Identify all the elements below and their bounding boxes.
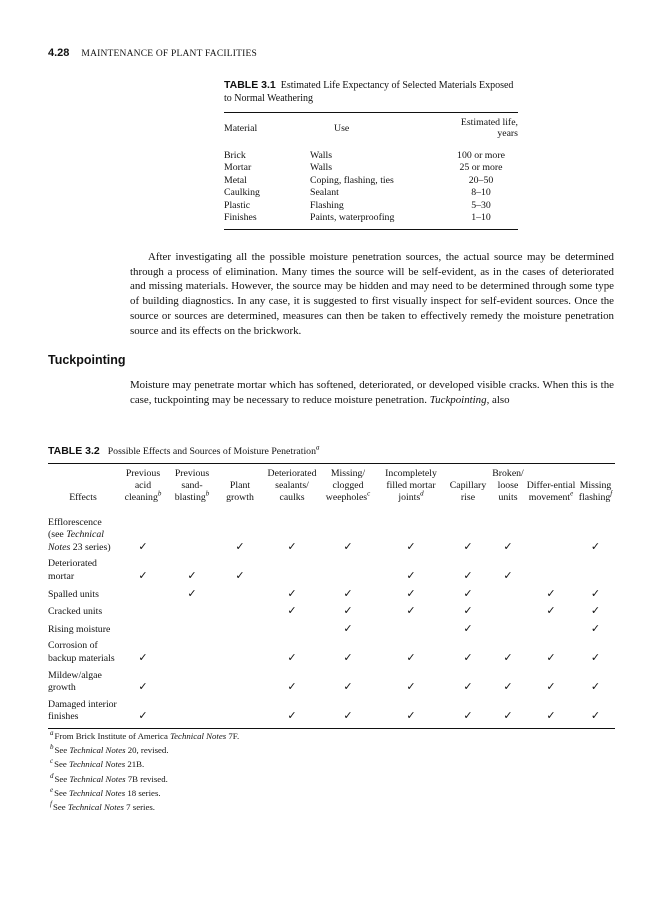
check-mark-icon: ✓ — [463, 709, 473, 723]
table-cell — [168, 623, 216, 641]
table-cell — [490, 605, 526, 623]
table-cell — [576, 588, 615, 606]
check-mark-icon: ✓ — [463, 539, 473, 553]
column-header-text: Broken/ loose units — [492, 468, 524, 504]
effect-label: Corrosion of backup materials — [48, 640, 115, 664]
check-mark-icon: ✓ — [463, 621, 473, 635]
table-cell — [320, 605, 376, 623]
footnote-mark: d — [420, 490, 424, 499]
check-mark-icon: ✓ — [503, 539, 513, 553]
table-cell — [320, 558, 376, 587]
footnote-mark: b — [50, 743, 54, 752]
table-cell — [376, 699, 446, 728]
table-cell: 8–10 — [471, 187, 491, 199]
table-cell — [526, 509, 576, 559]
table-cell — [118, 623, 168, 641]
footnote-text: 7 series. — [123, 802, 156, 813]
table-row — [48, 605, 615, 623]
table-cell: 100 or more — [457, 150, 505, 161]
table-cell — [576, 509, 615, 559]
table-cell — [526, 640, 576, 669]
footnote-text: See — [54, 773, 70, 784]
effect-label: Mildew/algae growth — [48, 669, 102, 694]
table-cell — [376, 623, 446, 641]
check-mark-icon: ✓ — [343, 604, 353, 618]
footnote-mark: d — [50, 771, 54, 780]
table-cell — [576, 558, 615, 587]
table-cell — [576, 640, 615, 669]
table-cell: Mortar — [224, 162, 252, 174]
check-mark-icon: ✓ — [287, 650, 297, 664]
column-header: Material — [224, 122, 258, 134]
table-cell: Walls — [310, 162, 333, 174]
table-cell — [216, 670, 264, 699]
column-header-text: Missing/ clogged weepholes — [325, 468, 368, 504]
table-cell — [320, 623, 376, 641]
column-header-text: Deteriorated sealants/ caulks — [267, 468, 317, 504]
table-cell — [376, 640, 446, 669]
table-cell — [168, 605, 216, 623]
table-header-row — [48, 464, 615, 509]
check-mark-icon: ✓ — [590, 604, 601, 618]
column-header — [118, 464, 168, 509]
section-heading: Tuckpointing — [48, 353, 126, 367]
footnote-text: See — [54, 745, 70, 756]
check-mark-icon: ✓ — [343, 621, 353, 635]
footnote-mark: f — [610, 490, 613, 499]
table-cell — [446, 605, 490, 623]
column-header: Use — [334, 122, 350, 134]
column-header-text: Plant growth — [226, 480, 254, 504]
check-mark-icon: ✓ — [463, 604, 473, 618]
footnote-reference: Technical Notes — [69, 745, 126, 756]
defined-term: Tuckpointing, — [429, 393, 490, 406]
check-mark-icon: ✓ — [343, 586, 353, 600]
column-header: Estimated life, years — [460, 117, 518, 139]
table-cell — [376, 558, 446, 587]
table-label: TABLE 3.1 — [224, 79, 276, 91]
check-mark-icon: ✓ — [187, 586, 197, 600]
check-mark-icon: ✓ — [546, 650, 556, 664]
table-cell — [320, 670, 376, 699]
column-header — [490, 464, 526, 509]
table-3-1 — [224, 112, 518, 230]
check-mark-icon: ✓ — [406, 568, 416, 582]
table-cell — [118, 605, 168, 623]
table-3-1-caption — [224, 79, 518, 105]
table-cell — [216, 509, 264, 559]
table-row — [48, 640, 615, 669]
table-cell — [320, 588, 376, 606]
table-cell — [446, 588, 490, 606]
check-mark-icon: ✓ — [343, 709, 353, 723]
table-header-row — [224, 113, 518, 144]
table-cell — [216, 588, 264, 606]
column-header — [48, 464, 118, 509]
table-3-2-caption — [48, 445, 319, 457]
table-cell — [168, 558, 216, 587]
table-cell — [526, 558, 576, 587]
check-mark-icon: ✓ — [590, 621, 601, 635]
check-mark-icon: ✓ — [503, 709, 513, 723]
footnote-mark: e — [50, 785, 54, 794]
table-cell — [264, 623, 320, 641]
footnote — [50, 729, 239, 743]
footnote-text: From Brick Institute of America — [54, 731, 171, 741]
table-row — [224, 162, 518, 174]
table-cell — [376, 509, 446, 559]
table-cell — [168, 588, 216, 606]
table-row — [48, 699, 615, 728]
table-cell — [264, 640, 320, 669]
check-mark-icon: ✓ — [138, 650, 148, 664]
table-cell — [576, 670, 615, 699]
footnote-text: 20, revised. — [125, 745, 169, 756]
effect-label: Spalled units — [48, 588, 99, 600]
footnote-mark: c — [50, 757, 54, 766]
table-cell — [168, 640, 216, 669]
column-header-text: Previous sand-blasting — [174, 468, 210, 504]
footnote-text: See — [54, 787, 70, 798]
footnote-mark: a — [50, 729, 54, 738]
table-cell — [446, 623, 490, 641]
table-cell — [118, 558, 168, 587]
table-cell — [526, 623, 576, 641]
table-cell — [118, 699, 168, 728]
table-footnotes — [50, 729, 239, 814]
column-header — [216, 464, 264, 509]
footnote — [50, 743, 239, 757]
footnote — [50, 772, 239, 786]
footnote-text: 18 series. — [125, 787, 161, 798]
check-mark-icon: ✓ — [406, 586, 416, 600]
footnote-reference: Technical Notes — [170, 731, 227, 741]
check-mark-icon: ✓ — [546, 680, 556, 694]
check-mark-icon: ✓ — [463, 586, 473, 600]
table-cell: Coping, flashing, ties — [310, 174, 394, 186]
check-mark-icon: ✓ — [406, 604, 416, 618]
check-mark-icon: ✓ — [463, 568, 473, 582]
table-cell: Walls — [310, 150, 333, 161]
footnote-text: See — [54, 759, 70, 770]
effect-label: Efflorescence (see Technical Notes 23 series) — [48, 516, 111, 553]
column-header — [168, 464, 216, 509]
column-header-text: Previous acid cleaning — [124, 468, 161, 504]
table-cell: Brick — [224, 150, 246, 161]
table-cell: Caulking — [224, 187, 260, 199]
table-row — [224, 212, 518, 229]
effect-label: Cracked units — [48, 606, 103, 618]
table-row — [48, 588, 615, 606]
table-cell — [490, 670, 526, 699]
check-mark-icon: ✓ — [590, 709, 601, 723]
paragraph-text: also — [489, 393, 510, 406]
table-cell: Paints, waterproofing — [310, 212, 395, 224]
effect-label: Deteriorated mortar — [48, 558, 97, 582]
table-cell — [446, 509, 490, 559]
column-header-text: Differ-ential movement — [526, 480, 576, 504]
column-header-text: Missing flashing — [578, 480, 612, 504]
table-cell: 1–10 — [471, 212, 491, 224]
footnote — [50, 757, 239, 771]
table-cell — [216, 640, 264, 669]
check-mark-icon: ✓ — [287, 680, 297, 694]
footnote-text: 7F. — [226, 731, 240, 741]
check-mark-icon: ✓ — [590, 680, 601, 694]
table-cell: Flashing — [310, 199, 344, 211]
check-mark-icon: ✓ — [343, 539, 353, 553]
check-mark-icon: ✓ — [590, 539, 601, 553]
table-cell — [118, 640, 168, 669]
check-mark-icon: ✓ — [503, 568, 513, 582]
table-cell — [118, 588, 168, 606]
table-cell — [320, 509, 376, 559]
table-cell: Plastic — [224, 199, 251, 211]
table-cell — [490, 509, 526, 559]
check-mark-icon: ✓ — [138, 709, 148, 723]
running-title: MAINTENANCE OF PLANT FACILITIES — [81, 49, 257, 59]
check-mark-icon: ✓ — [343, 650, 353, 664]
check-mark-icon: ✓ — [503, 650, 513, 664]
table-3-2 — [48, 463, 615, 729]
check-mark-icon: ✓ — [287, 709, 297, 723]
table-cell — [264, 605, 320, 623]
table-cell: Sealant — [310, 187, 339, 199]
footnote — [50, 786, 239, 800]
column-header — [446, 464, 490, 509]
check-mark-icon: ✓ — [546, 604, 556, 618]
table-cell — [376, 588, 446, 606]
check-mark-icon: ✓ — [138, 680, 148, 694]
column-header — [576, 464, 615, 509]
column-header-text: Incompletely filled mortar joints — [385, 468, 437, 504]
footnote-text: 7B revised. — [125, 773, 168, 784]
check-mark-icon: ✓ — [343, 680, 353, 694]
table-cell: 25 or more — [459, 162, 503, 174]
footnote-mark: c — [367, 490, 371, 499]
table-row — [224, 200, 518, 212]
footnote-reference: Technical Notes — [69, 759, 126, 770]
table-cell — [490, 699, 526, 728]
table-row — [48, 558, 615, 587]
check-mark-icon: ✓ — [406, 680, 416, 694]
table-cell — [216, 623, 264, 641]
column-header — [264, 464, 320, 509]
table-cell — [168, 670, 216, 699]
check-mark-icon: ✓ — [406, 539, 416, 553]
check-mark-icon: ✓ — [546, 709, 556, 723]
check-mark-icon: ✓ — [463, 680, 473, 694]
body-paragraph: After investigating all the possible moisture penetration sources, the actual source may be determined through a process of elimination. Many times the source will be self-evident, as in the cases of deteriorated and missing materials. However, the source may be hidden and may need to be determined through some type of building diagnostics. In any case, it is suggested to first visually inspect for self-evident sources. Once the source or sources are determined, measures can then be taken to effectively remedy the moisture penetration source and its effects on the brickwork. — [130, 251, 614, 337]
running-header — [48, 47, 257, 59]
check-mark-icon: ✓ — [590, 650, 601, 664]
check-mark-icon: ✓ — [406, 650, 416, 664]
check-mark-icon: ✓ — [463, 650, 473, 664]
table-cell — [490, 558, 526, 587]
column-header-text: Effects — [69, 492, 97, 504]
table-cell — [490, 623, 526, 641]
table-cell — [526, 605, 576, 623]
table-cell — [526, 699, 576, 728]
table-cell — [490, 640, 526, 669]
table-cell — [168, 509, 216, 559]
table-cell — [216, 699, 264, 728]
table-row — [48, 623, 615, 641]
footnote-mark: b — [157, 490, 162, 499]
table-cell — [168, 699, 216, 728]
check-mark-icon: ✓ — [138, 568, 148, 582]
table-cell — [264, 670, 320, 699]
table-cell — [118, 670, 168, 699]
footnote-reference: Technical Notes — [69, 773, 126, 784]
column-header — [526, 464, 576, 509]
table-cell: 5–30 — [471, 199, 491, 211]
table-cell — [576, 605, 615, 623]
check-mark-icon: ✓ — [187, 568, 197, 582]
check-mark-icon: ✓ — [406, 709, 416, 723]
table-cell: Finishes — [224, 212, 257, 224]
table-row — [224, 144, 518, 162]
table-cell — [216, 558, 264, 587]
table-cell — [376, 670, 446, 699]
check-mark-icon: ✓ — [287, 604, 297, 618]
table-cell — [526, 588, 576, 606]
footnote-text: See — [52, 802, 68, 813]
table-row — [48, 509, 615, 559]
table-cell — [446, 558, 490, 587]
table-caption: Estimated Life Expectancy of Selected Materials Exposed to Normal Weathering — [224, 80, 514, 104]
body-paragraph — [130, 378, 614, 407]
footnote-mark: f — [50, 800, 52, 809]
footnote-reference: Technical Notes — [69, 787, 126, 798]
check-mark-icon: ✓ — [546, 586, 556, 600]
table-label: TABLE 3.2 — [48, 445, 100, 457]
check-mark-icon: ✓ — [235, 539, 245, 553]
table-cell — [446, 670, 490, 699]
table-cell — [446, 699, 490, 728]
table-cell — [264, 699, 320, 728]
table-cell — [576, 623, 615, 641]
table-row — [48, 670, 615, 699]
table-cell — [376, 605, 446, 623]
paragraph-text: Moisture may penetrate mortar which has softened, deteriorated, or developed visible cracks. When this is the case, tuckpointing may be necessary to reduce moisture penetration. — [130, 379, 614, 406]
check-mark-icon: ✓ — [287, 539, 297, 553]
footnote-mark: e — [570, 490, 574, 499]
check-mark-icon: ✓ — [590, 586, 601, 600]
table-row — [224, 175, 518, 187]
footnote-mark: a — [315, 443, 320, 452]
footnote-mark: b — [205, 490, 210, 499]
table-cell — [320, 699, 376, 728]
table-cell — [526, 670, 576, 699]
footnote-text: 21B. — [125, 759, 145, 770]
table-cell — [320, 640, 376, 669]
check-mark-icon: ✓ — [235, 568, 245, 582]
column-header — [376, 464, 446, 509]
table-cell — [264, 588, 320, 606]
table-cell: Metal — [224, 174, 247, 186]
table-cell — [576, 699, 615, 728]
footnote-reference: Technical Notes — [67, 802, 124, 813]
table-cell — [264, 509, 320, 559]
table-cell — [490, 588, 526, 606]
check-mark-icon: ✓ — [287, 586, 297, 600]
table-row — [224, 187, 518, 199]
table-cell — [264, 558, 320, 587]
table-caption: Possible Effects and Sources of Moisture Penetration — [107, 446, 316, 457]
table-cell — [216, 605, 264, 623]
column-header-text: Capillary rise — [449, 480, 487, 504]
effect-label: Rising moisture — [48, 623, 111, 635]
table-cell — [118, 509, 168, 559]
effect-label: Damaged interior finishes — [48, 698, 117, 723]
table-cell: 20–50 — [468, 174, 494, 186]
column-header — [320, 464, 376, 509]
check-mark-icon: ✓ — [138, 539, 148, 553]
page-number: 4.28 — [48, 47, 70, 59]
table-cell — [446, 640, 490, 669]
footnote — [50, 800, 239, 814]
check-mark-icon: ✓ — [503, 680, 513, 694]
